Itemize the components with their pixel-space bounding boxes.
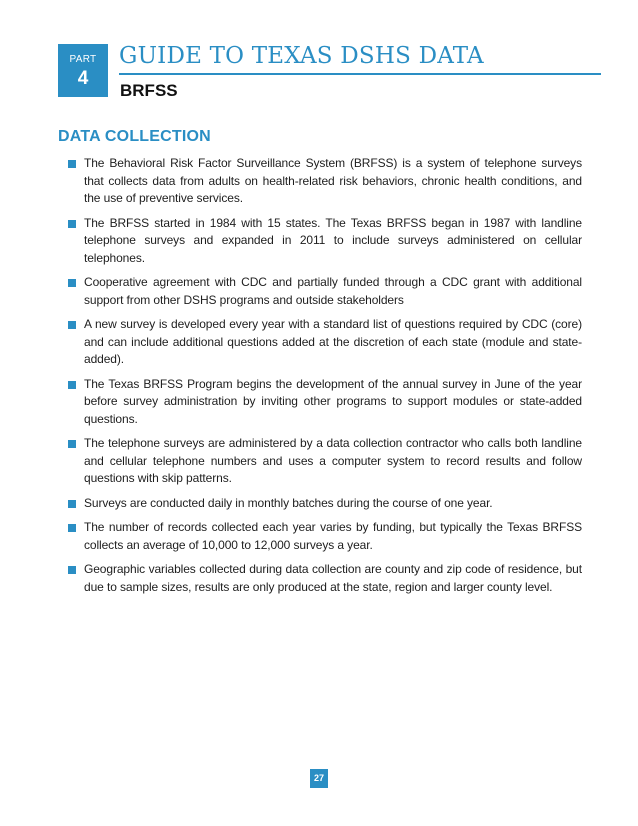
bullet-text: The telephone surveys are administered by a data collection contractor who calls both landline and cellular telephone numbers and uses a computer system to record results and follow questions with skip patterns. bbox=[84, 436, 582, 485]
bullet-text: The Behavioral Risk Factor Surveillance System (BRFSS) is a system of telephone surveys that collects data from adults on health-related risk behaviors, chronic health conditions, and the use of preventive services. bbox=[84, 156, 582, 205]
square-bullet-icon bbox=[68, 279, 76, 287]
bullet-text: Surveys are conducted daily in monthly batches during the course of one year. bbox=[84, 495, 493, 510]
bullet-item bbox=[68, 274, 582, 309]
square-bullet-icon bbox=[68, 160, 76, 168]
part-badge bbox=[58, 44, 108, 97]
bullet-item bbox=[68, 316, 582, 369]
guide-title: GUIDE TO TEXAS DSHS DATA bbox=[119, 43, 484, 69]
bullet-item bbox=[68, 561, 582, 596]
bullet-item bbox=[68, 495, 582, 513]
part-number: 4 bbox=[77, 68, 89, 89]
bullet-item bbox=[68, 435, 582, 488]
bullet-text: The number of records collected each year varies by funding, but typically the Texas BRFSS collects an average of 10,000 to 12,000 surveys a year. bbox=[84, 520, 582, 552]
bullet-text: Cooperative agreement with CDC and partially funded through a CDC grant with additional support from other DSHS programs and outside stakeholders bbox=[84, 275, 582, 307]
square-bullet-icon bbox=[68, 500, 76, 508]
square-bullet-icon bbox=[68, 220, 76, 228]
bullet-item bbox=[68, 519, 582, 554]
square-bullet-icon bbox=[68, 381, 76, 389]
bullet-list bbox=[68, 155, 582, 603]
part-label: PART bbox=[69, 54, 97, 65]
square-bullet-icon bbox=[68, 440, 76, 448]
guide-subtitle: BRFSS bbox=[120, 81, 178, 100]
bullet-text: The Texas BRFSS Program begins the development of the annual survey in June of the year before survey administration by inviting other programs to support modules or state-added questions. bbox=[84, 376, 582, 426]
title-divider bbox=[119, 73, 601, 75]
bullet-item bbox=[68, 376, 582, 429]
page-number: 27 bbox=[310, 769, 328, 788]
bullet-text: A new survey is developed every year with a standard list of questions required by CDC (core) and can include additional questions added at the discretion of each state (module and state-added). bbox=[84, 317, 582, 366]
square-bullet-icon bbox=[68, 321, 76, 329]
bullet-text: Geographic variables collected during data collection are county and zip code of residence, but due to sample sizes, results are only produced at the state, region and larger county level. bbox=[84, 562, 582, 594]
bullet-text: The BRFSS started in 1984 with 15 states. The Texas BRFSS began in 1987 with landline telephone surveys and expanded in 2011 to include surveys administered on cellular telephones. bbox=[84, 215, 582, 265]
bullet-item bbox=[68, 215, 582, 268]
square-bullet-icon bbox=[68, 566, 76, 574]
bullet-item bbox=[68, 155, 582, 208]
square-bullet-icon bbox=[68, 524, 76, 532]
section-heading: DATA COLLECTION bbox=[58, 128, 211, 145]
